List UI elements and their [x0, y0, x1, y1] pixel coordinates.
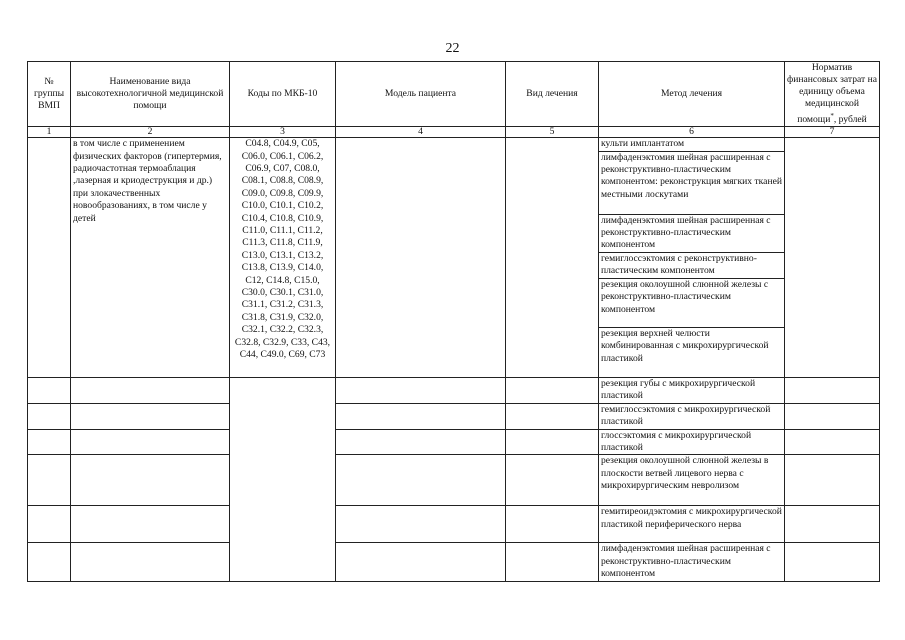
- method-cell: лимфаденэктомия шейная расширенная с реконструктивно-пластическим компонентом: реконструкция мягких тканей местными лоскутами: [599, 151, 785, 214]
- table-row: [28, 403, 880, 429]
- column-number: 2: [71, 127, 230, 138]
- method-cell: резекция верхней челюсти комбинированная с микрохирургической пластикой: [599, 327, 785, 377]
- table-row: [28, 429, 880, 455]
- header-treatment-method: Метод лечения: [599, 62, 785, 127]
- column-number: 5: [506, 127, 599, 138]
- page-number: 22: [445, 41, 460, 56]
- header-vmp-name: Наименование вида высокотехнологичной медицинской помощи: [71, 62, 230, 127]
- method-cell: лимфаденэктомия шейная расширенная с реконструктивно-пластическим компонентом: [599, 214, 785, 252]
- table-row: [28, 543, 880, 581]
- treatment-type-cell: [506, 138, 599, 378]
- table-row: [28, 455, 880, 506]
- header-row: [28, 62, 880, 127]
- column-number-row: [28, 127, 880, 138]
- header-cost-norm: Норматив финансовых затрат на единицу объема медицинской помощи*, рублей: [785, 62, 880, 127]
- method-cell: резекция околоушной слюнной железы в плоскости ветвей лицевого нерва с микрохирургическим невролизом: [599, 455, 785, 506]
- table-row: [28, 138, 880, 151]
- group-number-cell: [28, 138, 71, 378]
- method-cell: резекция околоушной слюнной железы с реконструктивно-пластическим компонентом: [599, 278, 785, 327]
- column-number: 3: [230, 127, 336, 138]
- patient-model-cell: [336, 138, 506, 378]
- column-number: 7: [785, 127, 880, 138]
- column-number: 6: [599, 127, 785, 138]
- vmp-table: [27, 61, 880, 582]
- method-cell: резекция губы с микрохирургической пластикой: [599, 377, 785, 403]
- method-cell: культи имплантатом: [599, 138, 785, 151]
- header-icd-codes: Коды по МКБ-10: [230, 62, 336, 127]
- column-number: 4: [336, 127, 506, 138]
- icd-codes-cell: C04.8, C04.9, C05, C06.0, C06.1, C06.2, C06.9, C07, C08.0, C08.1, C08.8, C08.9, C09.0, C09.8, C09.9, C10.0, C10.1, C10.2, C10.4, C10.8, C10.9, C11.0, C11.1, C11.2, C11.3, C11.8, C11.9, C13.0, C13.1, C13.2, C13.8, C13.9, C14.0, C12, C14.8, C15.0, C30.0, C30.1, C31.0, C31.1, C31.2, C31.3, C31.8, C31.9, C32.0, C32.1, C32.2, C32.3, C32.8, C32.9, C33, C43, C44, C49.0, C69, C73: [230, 138, 336, 378]
- header-patient-model: Модель пациента: [336, 62, 506, 127]
- method-cell: гемиглоссэктомия с микрохирургической пластикой: [599, 403, 785, 429]
- vmp-name-cell: в том числе с применением физических факторов (гипертермия, радиочастотная термоаблация ,лазерная и криодеструкция и др.) при злокачественных новообразованиях, в том числе у детей: [71, 138, 230, 378]
- method-cell: лимфаденэктомия шейная расширенная с реконструктивно-пластическим компонентом: [599, 543, 785, 581]
- method-cell: гемиглоссэктомия с реконструктивно-пластическим компонентом: [599, 252, 785, 278]
- cost-cell: [785, 138, 880, 378]
- table-row: [28, 506, 880, 543]
- header-treatment-type: Вид лечения: [506, 62, 599, 127]
- method-cell: глоссэктомия с микрохирургической пластикой: [599, 429, 785, 455]
- column-number: 1: [28, 127, 71, 138]
- table-row: [28, 377, 880, 403]
- header-group-number: № группы ВМП: [28, 62, 71, 127]
- method-cell: гемитиреоидэктомия с микрохирургической пластикой периферического нерва: [599, 506, 785, 543]
